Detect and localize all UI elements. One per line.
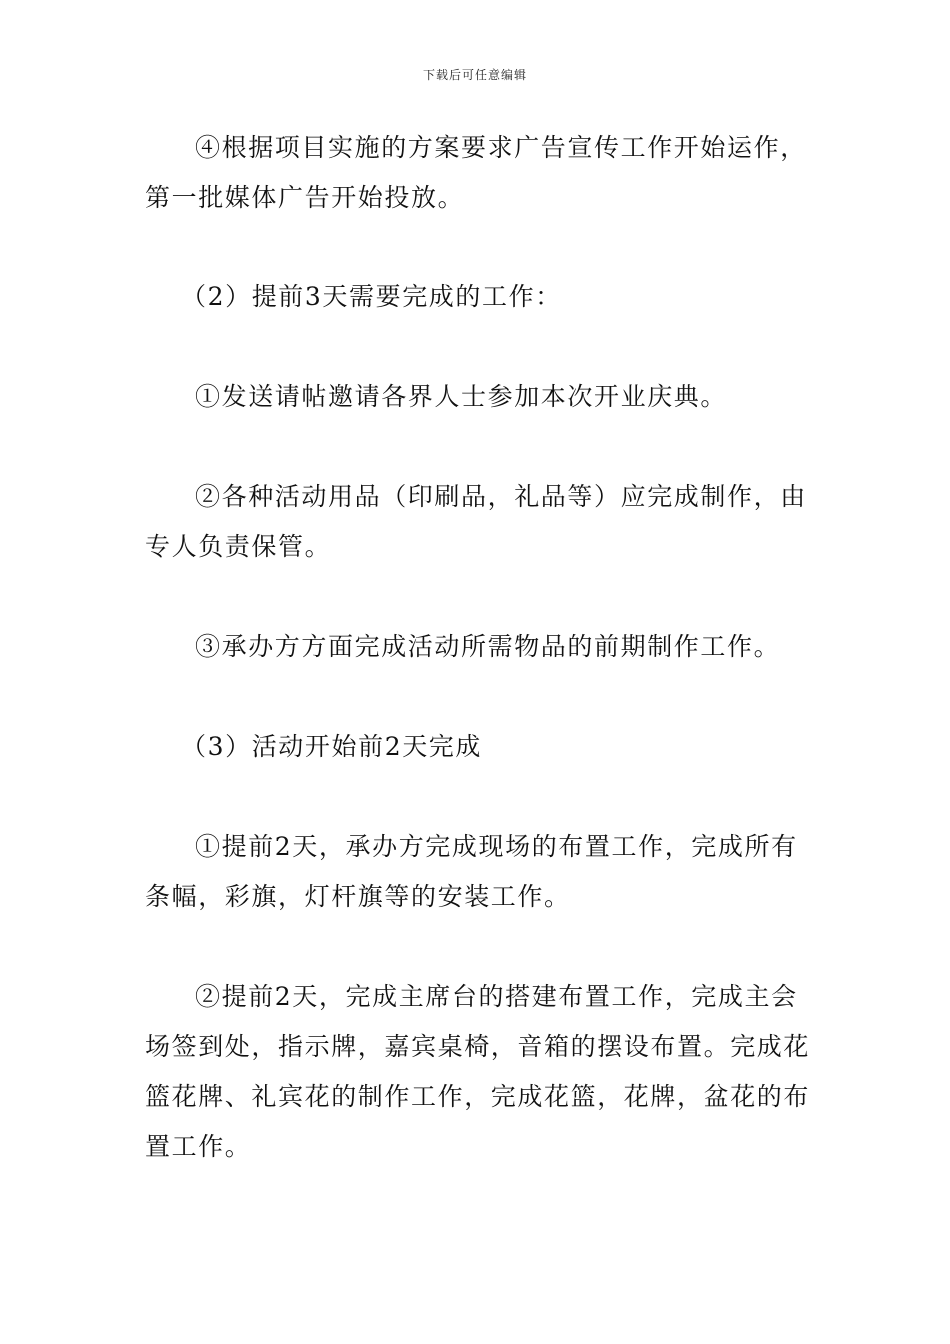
paragraph-preproduction: ③承办方方面完成活动所需物品的前期制作工作。 bbox=[195, 632, 781, 661]
paragraph-supplies: ②各种活动用品（印刷品，礼品等）应完成制作，由专人负责保管。 bbox=[145, 482, 807, 561]
header-note: 下载后可任意编辑 bbox=[422, 68, 527, 82]
section-heading-3-days: （2）提前3天需要完成的工作： bbox=[181, 282, 562, 311]
paragraph-stage-setup: ②提前2天，完成主席台的搭建布置工作，完成主会场签到处，指示牌，嘉宾桌椅，音箱的摆设布置。完成花篮花牌、礼宾花的制作工作，完成花篮，花牌，盆花的布置工作。 bbox=[145, 982, 811, 1161]
paragraph-ad-campaign: ④根据项目实施的方案要求广告宣传工作开始运作，第一批媒体广告开始投放。 bbox=[145, 133, 807, 212]
section-heading-2-days: （3）活动开始前2天完成 bbox=[181, 732, 483, 761]
paragraph-site-setup: ①提前2天，承办方完成现场的布置工作，完成所有条幅，彩旗，灯杆旗等的安装工作。 bbox=[145, 832, 798, 911]
paragraph-invitations: ①发送请帖邀请各界人士参加本次开业庆典。 bbox=[195, 382, 728, 411]
